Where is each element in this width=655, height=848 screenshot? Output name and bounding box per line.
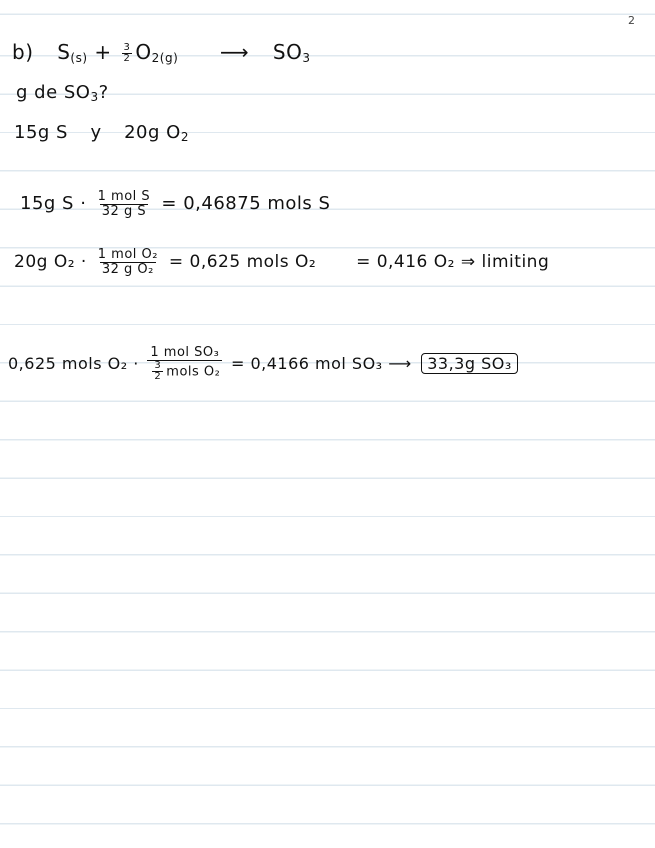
s-calc-result: = 0,46875 mols S [161, 193, 331, 215]
o2-calc-start: 20g O₂ · [14, 252, 87, 273]
reactant-oxygen: O [135, 40, 152, 64]
final-answer-box: 33,3g SO₃ [421, 353, 518, 374]
oxygen-state: (g) [159, 51, 179, 65]
question-line [16, 82, 109, 104]
reactant-sulfur: S [57, 40, 71, 64]
so3-calculation [8, 346, 518, 383]
so3-coef-denominator: 2 [154, 371, 162, 383]
limiting-note: limiting [481, 252, 550, 273]
coef-denominator: 2 [123, 53, 131, 64]
so3-conversion-fraction [147, 346, 222, 383]
given-conjunction: y [90, 122, 102, 143]
question-text: g de SO [16, 82, 91, 103]
so3-calc-start: 0,625 mols O₂ · [8, 353, 139, 373]
o2-fraction-numerator: 1 mol O₂ [97, 247, 158, 262]
o2-ratio: = 0,416 O₂ [356, 252, 455, 273]
product-subscript: 3 [302, 51, 311, 65]
implies-arrow-icon: ⇒ [460, 252, 476, 273]
so3-fraction-numerator: 1 mol SO₃ [150, 345, 220, 360]
oxygen-subscript: 2 [151, 51, 160, 65]
s-conversion-fraction [96, 190, 153, 218]
sulfur-calculation [20, 190, 330, 218]
given-oxygen: 20g O [124, 122, 181, 143]
so3-coef-numerator: 3 [154, 359, 162, 371]
oxygen-calculation [14, 248, 549, 276]
result-arrow-icon: ⟶ [388, 353, 412, 373]
given-sulfur: 15g S [14, 122, 68, 143]
o2-conversion-fraction [96, 248, 160, 276]
s-fraction-numerator: 1 mol S [97, 189, 151, 204]
coefficient-fraction [122, 43, 133, 65]
so3-calc-result: = 0,4166 mol SO₃ [230, 353, 383, 373]
given-line [14, 122, 189, 144]
coef-numerator: 3 [123, 41, 131, 53]
reaction-equation [12, 40, 310, 65]
page-number: 2 [628, 14, 635, 27]
so3-den-rest: mols O₂ [166, 364, 221, 380]
o2-fraction-denominator: 32 g O₂ [101, 261, 154, 277]
question-mark: ? [98, 82, 109, 103]
o2-calc-result: = 0,625 mols O₂ [168, 252, 317, 273]
product-so3: SO [272, 40, 303, 64]
so3-fraction-denominator [147, 360, 222, 383]
part-label: b) [12, 40, 34, 64]
plus-sign: + [94, 40, 112, 64]
so3-den-coefficient [152, 361, 163, 383]
sulfur-state: (s) [70, 51, 88, 65]
given-oxygen-subscript: 2 [180, 130, 189, 144]
question-subscript: 3 [90, 90, 99, 104]
s-fraction-denominator: 32 g S [101, 203, 147, 219]
s-calc-start: 15g S · [20, 193, 87, 215]
reaction-arrow-icon: ⟶ [220, 40, 250, 64]
